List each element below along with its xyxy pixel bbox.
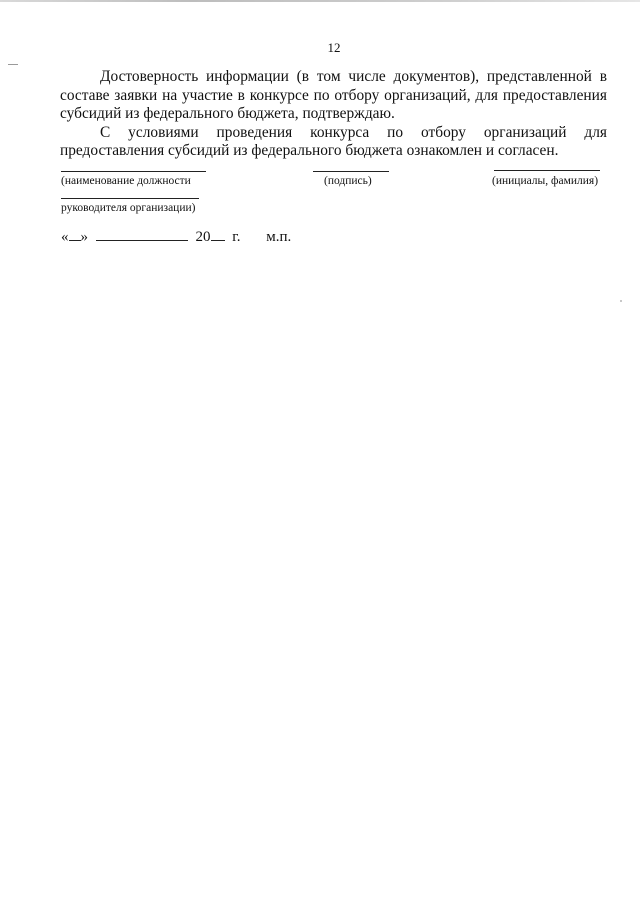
date-open-quote: «	[61, 229, 69, 245]
month-blank	[96, 228, 188, 241]
day-blank	[69, 228, 81, 241]
position-caption: (наименование должности	[61, 175, 191, 187]
body-text	[60, 68, 607, 161]
name-caption: (инициалы, фамилия)	[492, 175, 599, 187]
name-signature-line	[494, 170, 600, 171]
position-continuation-line	[61, 198, 199, 199]
margin-mark	[8, 64, 18, 65]
year-prefix: 20	[195, 229, 211, 245]
paragraph-agreement: С условиями проведения конкурса по отбору организаций для предоставления субсидий из федерального бюджета ознакомлен и согласен.	[60, 123, 607, 160]
year-suffix: г.	[232, 229, 241, 245]
position-caption-continuation: руководителя организации)	[61, 202, 196, 214]
signature-line	[313, 171, 389, 172]
date-close-quote: »	[80, 229, 88, 245]
scan-top-edge	[0, 0, 640, 2]
paragraph-confirmation: Достоверность информации (в том числе документов), представленной в составе заявки на участие в конкурсе по отбору организаций, для предоставления субсидий из федерального бюджета, подтверждаю.	[60, 68, 607, 123]
scan-speck	[620, 300, 622, 302]
position-signature-line	[61, 171, 206, 172]
date-line	[61, 228, 291, 246]
year-blank	[211, 228, 225, 241]
page-number: 12	[327, 40, 341, 55]
signature-caption: (подпись)	[324, 175, 372, 187]
stamp-place: м.п.	[266, 229, 292, 245]
